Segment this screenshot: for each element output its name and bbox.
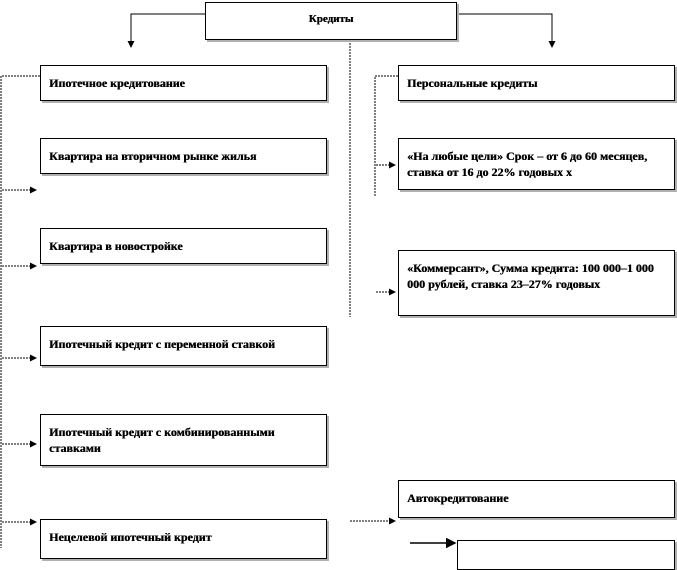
personal-bus-line <box>375 76 398 196</box>
mortgage-item-label: Нецелевой ипотечный кредит <box>49 530 212 544</box>
personal-item-node <box>398 250 675 316</box>
mortgage-header-node <box>40 65 327 101</box>
mortgage-item-label: Квартира на вторичном рынке жилья <box>49 149 257 163</box>
mortgage-item-node <box>40 519 327 559</box>
root-node-credits <box>205 2 457 40</box>
personal-header-node <box>398 65 675 101</box>
root-to-personal-arrow <box>457 14 552 47</box>
mortgage-item-label: Ипотечный кредит с комбинированными ставками <box>49 425 275 455</box>
mortgage-item-node <box>40 138 327 174</box>
auto-header-node <box>398 480 675 518</box>
mortgage-item-node <box>40 228 327 264</box>
mortgage-item-node <box>40 326 327 366</box>
personal-item-label: «Коммерсант», Сумма кредита: 100 000–1 000 000 рублей, ставка 23–27% годовых <box>407 261 654 291</box>
root-title: Кредиты <box>308 13 354 25</box>
mortgage-item-label: Квартира в новостройке <box>49 239 183 253</box>
root-to-mortgage-arrow <box>131 14 205 47</box>
personal-item-label: «На любые цели» Срок – от 6 до 60 месяцев, ставка от 16 до 22% годовых х <box>407 149 648 179</box>
mortgage-header-label: Ипотечное кредитование <box>49 76 185 90</box>
mortgage-item-node <box>40 414 327 466</box>
bottom-partial-node <box>457 540 675 570</box>
personal-header-label: Персональные кредиты <box>407 76 538 90</box>
auto-header-label: Автокредитование <box>407 491 509 505</box>
personal-item-node <box>398 138 675 190</box>
mortgage-bus-line <box>1 76 40 548</box>
mortgage-item-label: Ипотечный кредит с переменной ставкой <box>49 337 275 351</box>
